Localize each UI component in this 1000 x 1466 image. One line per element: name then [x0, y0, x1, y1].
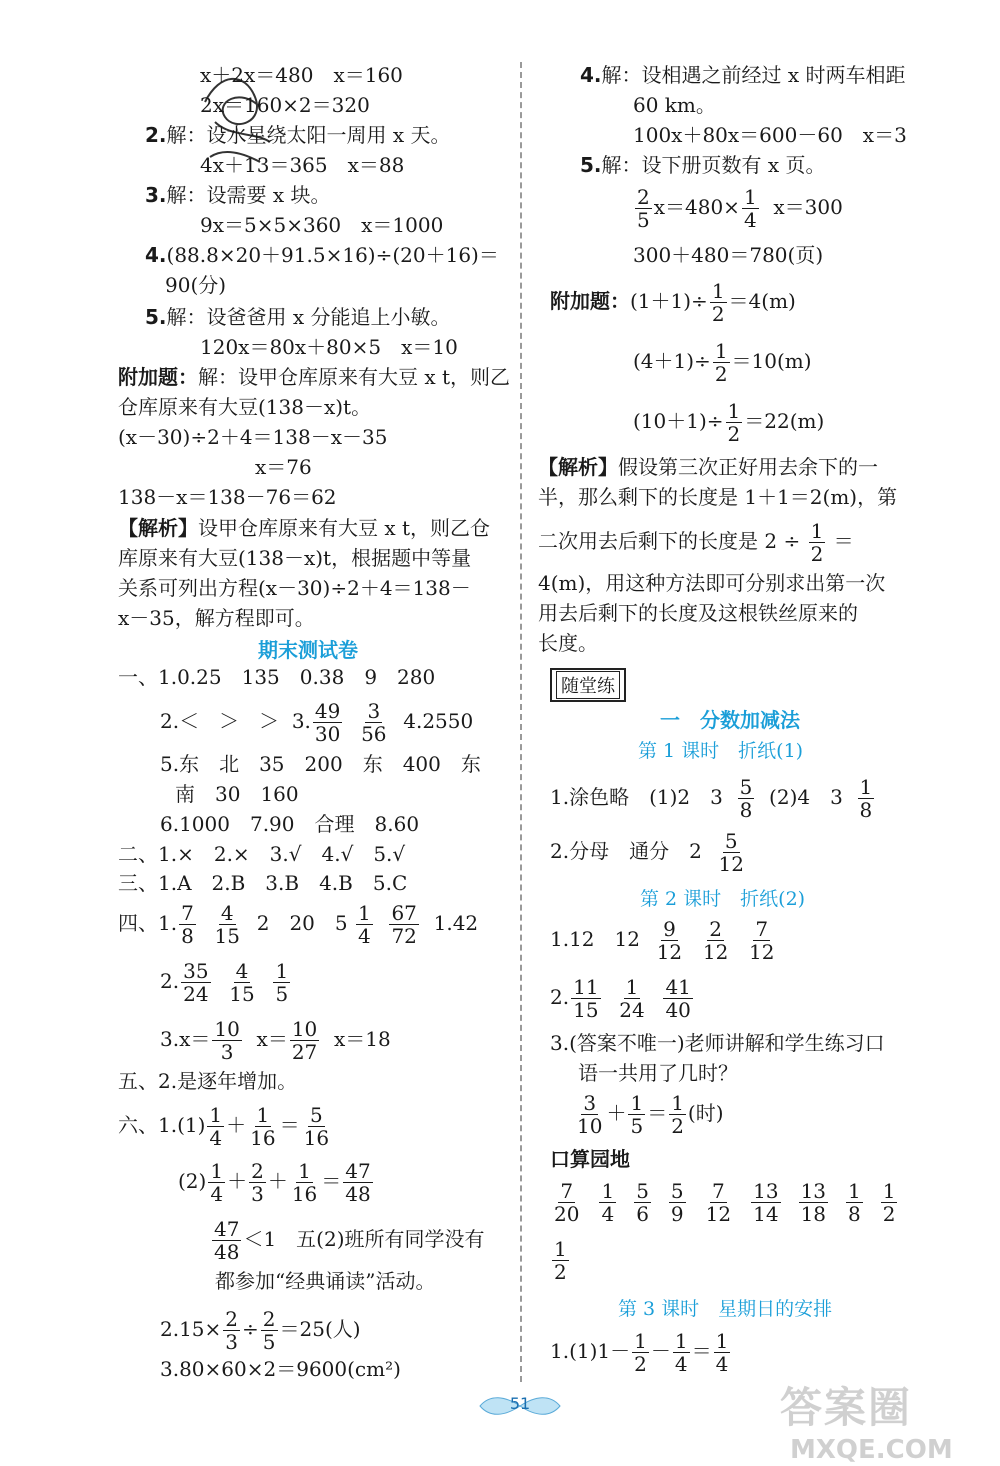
- answer-line: [550, 776, 876, 821]
- analysis-label: 【解析】: [538, 455, 618, 479]
- fraction: $\frac{1}{16}$: [291, 1159, 318, 1206]
- lesson-title: 第 1 课时 折纸(1): [638, 740, 804, 762]
- fraction: $\frac{2}{5}$: [637, 185, 650, 232]
- fraction: $\frac{1}{2}$: [727, 399, 741, 446]
- fraction: $\frac{7}{8}$: [181, 901, 194, 948]
- answer-line: [633, 340, 812, 385]
- fraction: $\frac{3}{56}$: [361, 699, 387, 746]
- oral-title: 口算园地: [550, 1147, 630, 1171]
- fraction: $\frac{5}{16}$: [303, 1103, 330, 1150]
- bonus-label: 附加题：: [550, 289, 630, 313]
- oral-fraction: $\frac{7}{20}$: [554, 1179, 580, 1226]
- answer-line: x－35，解方程即可。: [118, 606, 315, 630]
- fraction: $\frac{1}{4}$: [743, 185, 757, 232]
- watermark: 答案圈 MXQE.COM: [780, 1383, 953, 1465]
- answer-line: [145, 182, 331, 208]
- item-number: 4.: [145, 243, 167, 267]
- fraction: $\frac{41}{40}$: [665, 975, 691, 1022]
- answer-line: 关系可列出方程(x－30)÷2＋4＝138－: [118, 576, 471, 600]
- fraction: $\frac{2}{3}$: [251, 1159, 264, 1206]
- answer-text: x＝300: [773, 195, 843, 219]
- answer-line: [633, 186, 843, 231]
- answer-line: [160, 960, 292, 1005]
- answer-line: 半，那么剩下的长度是 1＋1＝2(m)，第: [538, 485, 898, 509]
- answer-line: 六、1.(1) $\frac{1}{4}$ ＋ $\frac{1}{16}$ ＝ $\frac{5}{16}$: [118, 1103, 330, 1150]
- fraction: $\frac{2}{12}$: [702, 917, 729, 964]
- answer-text: 3.: [291, 709, 311, 733]
- answer-line: 3.80×60×2＝9600(cm²): [160, 1357, 401, 1381]
- fraction: $\frac{1}{2}$: [671, 1091, 684, 1138]
- answer-line: [118, 902, 478, 947]
- fraction: $\frac{1}{2}$: [554, 1237, 567, 1284]
- answer-text: 解：设下册页数有 x 页。: [601, 153, 826, 177]
- fraction: $\frac{11}{15}$: [573, 975, 599, 1022]
- answer-line: 仓库原来有大豆(138－x)t。: [118, 395, 372, 419]
- answer-line: x＝76: [255, 455, 312, 479]
- oral-fraction: $\frac{5}{6}$: [636, 1179, 649, 1226]
- answer-text: 2.: [160, 969, 180, 993]
- fraction: $\frac{1}{4}$: [209, 1103, 223, 1150]
- answer-text: (2): [178, 1169, 207, 1193]
- answer-line: 90(分): [165, 273, 227, 297]
- fraction: $\frac{1}{2}$: [810, 519, 824, 566]
- answer-text: ＝25(人): [279, 1317, 361, 1341]
- answer-text: 3.x＝: [160, 1027, 211, 1051]
- answer-text: 2.: [550, 985, 570, 1009]
- fraction: $\frac{47}{48}$: [214, 1217, 240, 1264]
- answer-line: 用去后剩下的长度及这根铁丝原来的: [538, 601, 858, 625]
- answer-text: ＜1 五(2)班所有同学没有: [243, 1227, 485, 1251]
- answer-text: 1.涂色略 (1)2 3: [550, 785, 723, 809]
- answer-text: (2)4 3: [769, 785, 843, 809]
- oral-fraction: $\frac{1}{8}$: [848, 1179, 861, 1226]
- analysis-label: 【解析】: [118, 516, 198, 540]
- oral-fraction: $\frac{5}{9}$: [670, 1179, 684, 1226]
- answer-line: 9x＝5×5×360 x＝1000: [200, 213, 444, 237]
- fraction: $\frac{1}{24}$: [619, 975, 645, 1022]
- fraction: $\frac{1}{4}$: [674, 1329, 688, 1376]
- answer-line: [160, 1018, 391, 1063]
- answer-line: [550, 280, 796, 325]
- oral-fraction: $\frac{13}{14}$: [753, 1179, 779, 1226]
- answer-line: [550, 1238, 571, 1283]
- page-number: 51: [470, 1390, 570, 1422]
- answer-line: (2) $\frac{1}{4}$ ＋ $\frac{2}{3}$ ＋ $\frac{1}{16}$ ＝ $\frac{47}{48}$: [178, 1159, 371, 1206]
- lesson-title: 第 3 课时 星期日的安排: [618, 1298, 833, 1320]
- answer-text: 解：设水星绕太阳一周用 x 天。: [166, 123, 451, 147]
- item-number: 5.: [145, 305, 167, 329]
- answer-line: [145, 304, 451, 330]
- answer-text: 2 20 5: [256, 911, 348, 935]
- answer-text: 1.(1)1－: [550, 1339, 631, 1363]
- answer-text: 四、1.: [118, 911, 178, 935]
- item-number: 4.: [580, 63, 602, 87]
- fraction: $\frac{67}{72}$: [391, 901, 417, 948]
- answer-line: [580, 152, 826, 178]
- fraction: $\frac{1}{4}$: [357, 901, 371, 948]
- answer-text: (4＋1)÷: [633, 349, 711, 373]
- fraction: $\frac{1}{16}$: [250, 1103, 276, 1150]
- answer-line: [550, 976, 695, 1021]
- fraction: $\frac{4}{15}$: [229, 959, 255, 1006]
- fraction: $\frac{1}{4}$: [715, 1329, 729, 1376]
- oral-fraction: $\frac{1}{2}$: [882, 1179, 896, 1226]
- column-divider: [520, 62, 523, 1382]
- fraction: $\frac{1}{4}$: [210, 1159, 224, 1206]
- fraction: $\frac{5}{12}$: [718, 829, 744, 876]
- oral-answers: [550, 1180, 913, 1225]
- answer-line: [538, 520, 854, 565]
- answer-text: x＝: [256, 1027, 288, 1051]
- fraction: $\frac{10}{3}$: [214, 1017, 240, 1064]
- fraction: $\frac{49}{30}$: [314, 699, 341, 746]
- answer-text: 4.2550: [403, 709, 474, 733]
- fraction: $\frac{9}{12}$: [656, 917, 683, 964]
- fraction: $\frac{1}{2}$: [711, 279, 725, 326]
- answer-text: (88.8×20＋91.5×16)÷(20＋16)＝: [166, 243, 499, 267]
- unit-title: 一 分数加减法: [660, 708, 800, 732]
- answer-line: 5.东 北 35 200 东 400 东: [160, 752, 481, 776]
- answer-line: 五、2.是逐年增加。: [118, 1069, 298, 1093]
- answer-text: ＝10(m): [731, 349, 812, 373]
- answer-line: 3.(答案不唯一)老师讲解和学生练习口: [550, 1031, 885, 1055]
- answer-line: 一、1.0.25 135 0.38 9 280: [118, 665, 436, 689]
- answer-text: 解：设相遇之前经过 x 时两车相距: [601, 63, 906, 87]
- answer-text: 解：设甲仓库原来有大豆 x t，则乙: [198, 365, 511, 389]
- answer-text: 解：设爸爸用 x 分能追上小敏。: [166, 305, 451, 329]
- answer-line: 60 km。: [633, 93, 716, 117]
- answer-line: [145, 242, 499, 268]
- answer-text: 假设第三次正好用去余下的一: [618, 455, 878, 479]
- answer-line: [210, 1218, 485, 1263]
- answer-line: [633, 400, 824, 445]
- fraction: $\frac{1}{2}$: [634, 1329, 647, 1376]
- answer-text: (1＋1)÷: [630, 289, 708, 313]
- fraction: $\frac{10}{27}$: [291, 1017, 318, 1064]
- answer-line: 语一共用了几时？: [578, 1061, 738, 1085]
- answer-line: 100x＋80x＝600－60 x＝3: [633, 123, 907, 147]
- answer-line: 2x＝160×2＝320: [200, 93, 370, 117]
- answer-text: 2.15×: [160, 1317, 222, 1341]
- answer-text: 1.42: [433, 911, 479, 935]
- item-number: 3.: [145, 183, 167, 207]
- answer-line: 南 30 160: [175, 782, 299, 806]
- fraction: $\frac{1}{8}$: [859, 775, 873, 822]
- fraction: $\frac{5}{8}$: [739, 775, 753, 822]
- answer-line: 1.(1)1－ $\frac{1}{2}$ － $\frac{1}{4}$ ＝ $\frac{1}{4}$: [550, 1329, 729, 1376]
- fraction: $\frac{1}{5}$: [630, 1091, 644, 1138]
- answer-text: 2.＜ ＞ ＞: [160, 709, 280, 733]
- answer-text: 2.分母 通分 2: [550, 839, 702, 863]
- answer-line: 6.1000 7.90 合理 8.60: [160, 812, 420, 836]
- answer-line: 都参加“经典诵读”活动。: [215, 1269, 436, 1293]
- section-title: 期末测试卷: [258, 638, 358, 662]
- answer-line: [580, 62, 906, 88]
- answer-line: [550, 830, 748, 875]
- answer-text: x＝18: [334, 1027, 391, 1051]
- fraction: $\frac{35}{24}$: [183, 959, 209, 1006]
- answer-text: (时): [687, 1101, 724, 1125]
- answer-line: 库原来有大豆(138－x)t，根据题中等量: [118, 546, 472, 570]
- answer-text: 六、1.(1): [118, 1113, 206, 1137]
- fraction: $\frac{2}{3}$: [225, 1307, 239, 1354]
- answer-text: 设甲仓库原来有大豆 x t，则乙仓: [198, 516, 491, 540]
- answer-line: $\frac{3}{10}$ ＋ $\frac{1}{5}$ ＝ $\frac{1}{2}$ (时): [577, 1091, 724, 1138]
- answer-line: 长度。: [538, 631, 598, 655]
- answer-line: (x－30)÷2＋4＝138－x－35: [118, 425, 388, 449]
- answer-line: [160, 700, 473, 745]
- answer-line: 120x＝80x＋80×5 x＝10: [200, 335, 458, 359]
- bonus-label: 附加题：: [118, 365, 198, 389]
- answer-text: 解：设需要 x 块。: [166, 183, 331, 207]
- oral-fraction: $\frac{1}{4}$: [601, 1179, 615, 1226]
- answer-text: (10＋1)÷: [633, 409, 724, 433]
- answer-line: 4x＋13＝365 x＝88: [200, 153, 405, 177]
- answer-text: ＝4(m): [728, 289, 796, 313]
- fraction: $\frac{4}{15}$: [214, 901, 240, 948]
- answer-line: [145, 122, 451, 148]
- fraction: $\frac{1}{5}$: [275, 959, 289, 1006]
- answer-line: [550, 918, 779, 963]
- answer-line: 2.15× $\frac{2}{3}$ ÷ $\frac{2}{5}$ ＝25(人): [160, 1307, 361, 1354]
- answer-line: 二、1.× 2.× 3.√ 4.√ 5.√: [118, 842, 406, 866]
- oral-fraction: $\frac{7}{12}$: [705, 1179, 732, 1226]
- fraction: $\frac{7}{12}$: [749, 917, 775, 964]
- answer-line: [118, 515, 490, 541]
- answer-line: 三、1.A 2.B 3.B 4.B 5.C: [118, 871, 408, 895]
- answer-line: [118, 364, 510, 390]
- answer-text: x＝480×: [653, 195, 740, 219]
- answer-text: 二次用去后剩下的长度是 2 ÷: [538, 529, 801, 553]
- answer-line: 138－x＝138－76＝62: [118, 485, 337, 509]
- fraction: $\frac{47}{48}$: [345, 1159, 371, 1206]
- answer-line: x＋2x＝480 x＝160: [200, 63, 403, 87]
- answer-line: 300＋480＝780(页): [633, 243, 824, 267]
- item-number: 5.: [580, 153, 602, 177]
- answer-line: [538, 454, 878, 480]
- oral-fraction: $\frac{13}{18}$: [800, 1179, 827, 1226]
- fraction: $\frac{2}{5}$: [262, 1307, 276, 1354]
- answer-text: ＝: [833, 529, 854, 553]
- answer-text: 1.12 12: [550, 927, 640, 951]
- answer-text: ＝22(m): [744, 409, 825, 433]
- fraction: $\frac{3}{10}$: [577, 1091, 603, 1138]
- lesson-title: 第 2 课时 折纸(2): [640, 888, 806, 910]
- section-stamp: 随堂练: [550, 668, 626, 702]
- item-number: 2.: [145, 123, 167, 147]
- answer-line: 4(m)，用这种方法即可分别求出第一次: [538, 571, 886, 595]
- fraction: $\frac{1}{2}$: [714, 339, 728, 386]
